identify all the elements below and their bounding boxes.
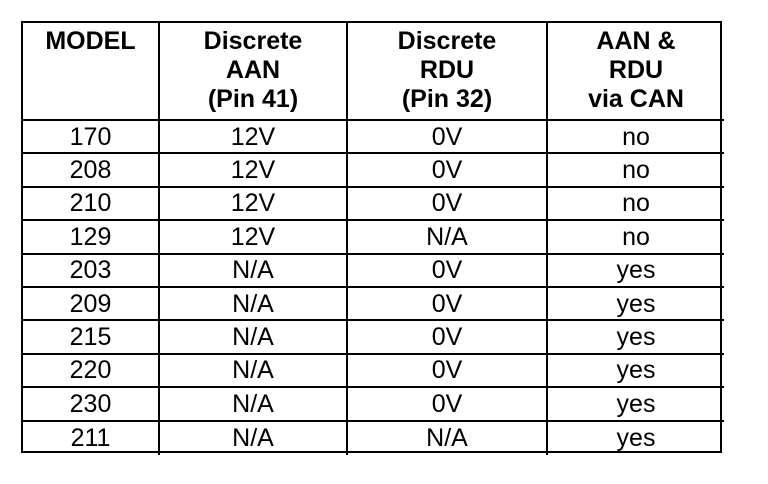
cell-discrete-aan: 12V: [160, 188, 348, 221]
cell-aan-rdu-can: yes: [548, 288, 724, 321]
cell-aan-rdu-can: yes: [548, 388, 724, 421]
cell-aan-rdu-can: yes: [548, 355, 724, 388]
header-line: AAN: [225, 56, 281, 84]
cell-discrete-aan: 12V: [160, 221, 348, 254]
cell-discrete-rdu: 0V: [348, 321, 548, 354]
cell-model: 211: [23, 422, 160, 455]
header-line: (Pin 41): [207, 85, 299, 113]
header-line: AAN &: [596, 27, 676, 55]
cell-discrete-aan: N/A: [160, 321, 348, 354]
cell-model: 230: [23, 388, 160, 421]
header-line: RDU: [419, 56, 475, 84]
cell-discrete-aan: N/A: [160, 388, 348, 421]
cell-discrete-aan: N/A: [160, 255, 348, 288]
cell-discrete-aan: N/A: [160, 422, 348, 455]
cell-discrete-rdu: 0V: [348, 154, 548, 187]
cell-model: 203: [23, 255, 160, 288]
cell-discrete-aan: 12V: [160, 154, 348, 187]
cell-model: 215: [23, 321, 160, 354]
cell-aan-rdu-can: yes: [616, 424, 656, 453]
cell-aan-rdu-can: no: [548, 154, 724, 187]
cell-discrete-rdu: 0V: [348, 288, 548, 321]
model-signal-table: [21, 21, 722, 453]
cell-discrete-rdu: 0V: [348, 188, 548, 221]
header-line: via CAN: [588, 85, 684, 113]
cell-discrete-aan: 12V: [160, 121, 348, 154]
header-line: RDU: [608, 56, 664, 84]
cell-discrete-rdu: 0V: [348, 355, 548, 388]
cell-model: 220: [23, 355, 160, 388]
cell-model: 209: [23, 288, 160, 321]
cell-model: 208: [23, 154, 160, 187]
header-model: [23, 23, 160, 121]
cell-aan-rdu-can: no: [548, 121, 724, 154]
header-discrete-rdu: [348, 23, 548, 121]
cell-discrete-aan: N/A: [160, 288, 348, 321]
cell-discrete-rdu: 0V: [348, 388, 548, 421]
cell-model: 210: [23, 188, 160, 221]
cell-aan-rdu-can: yes: [548, 321, 724, 354]
header-line: Discrete: [203, 27, 303, 55]
cell-model: 129: [23, 221, 160, 254]
header-line: Discrete: [397, 27, 497, 55]
cell-discrete-rdu: N/A: [348, 221, 548, 254]
cell-discrete-aan: N/A: [160, 355, 348, 388]
header-aan-rdu-can: [548, 23, 724, 121]
cell-aan-rdu-can: yes: [548, 255, 724, 288]
cell-discrete-rdu: N/A: [348, 422, 548, 455]
cell-aan-rdu-can: no: [548, 188, 724, 221]
header-discrete-aan: [160, 23, 348, 121]
cell-model: 170: [23, 121, 160, 154]
header-line: MODEL: [45, 27, 136, 55]
header-line: (Pin 32): [401, 85, 493, 113]
cell-discrete-rdu: 0V: [348, 255, 548, 288]
cell-discrete-rdu: 0V: [348, 121, 548, 154]
cell-aan-rdu-can: no: [548, 221, 724, 254]
